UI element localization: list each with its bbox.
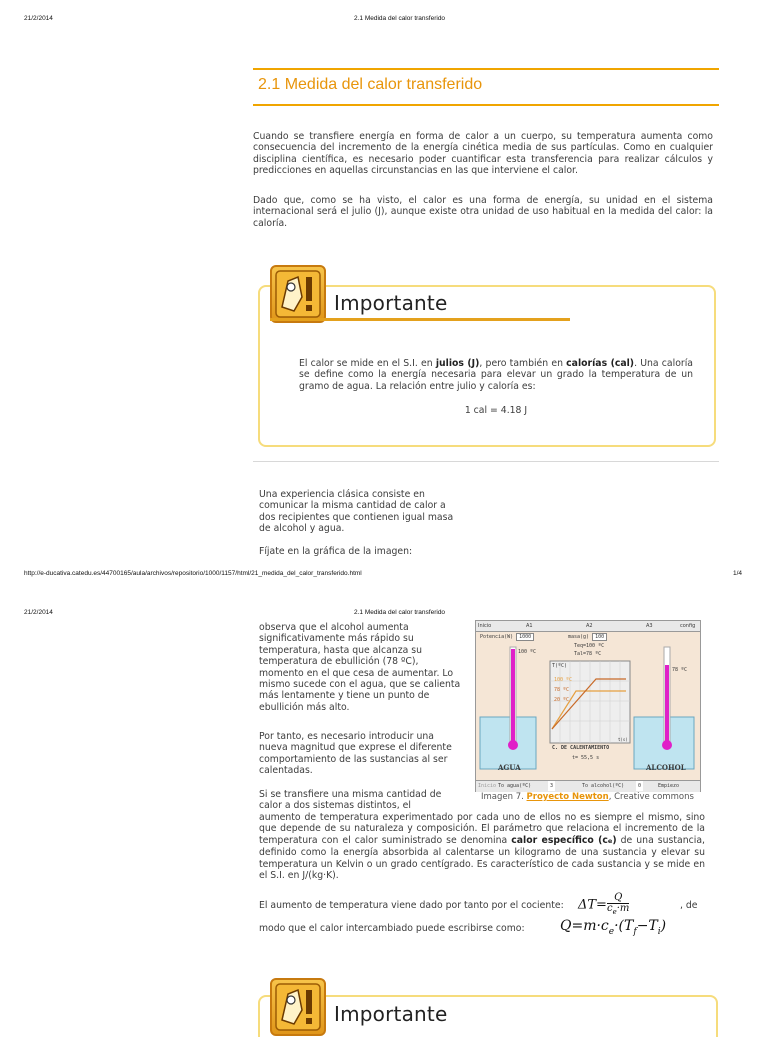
paragraph-unit: Dado que, como se ha visto, el calor es una forma de energía, su unidad en el sistema internacional será el julio (J), aunque existe otra unidad de uso habitual en la medida del calor: la caloría.: [253, 195, 713, 229]
sim-label-alcohol: ALCOHOL: [646, 763, 686, 772]
paragraph-increment: El aumento de temperatura viene dado por tanto por el cociente:: [259, 900, 564, 911]
sim-tab-a3[interactable]: A3: [646, 623, 653, 629]
sim-bottom-empiezo[interactable]: Empiezo: [658, 783, 680, 789]
text-part: aumento de temperatura experimentado por cada uno de ellos no es siempre el mismo, sino que depende de su naturaleza y composición. El parámetro que relaciona el incremento de la temperatura con el calor suministrado se denomina: [259, 812, 705, 846]
sim-time-readout: t= 55,5 s: [572, 755, 600, 761]
text-part: El calor se mide en el S.I. en: [299, 358, 436, 369]
bold-subscript: e: [607, 836, 613, 845]
sim-label-agua: AGUA: [498, 763, 521, 772]
bold-close: ): [612, 834, 617, 846]
header-date-2: 21/2/2014: [24, 609, 53, 616]
text-part: de una sustancia, definido como la energía absorbida al calentarse un kilogramo de una sustancia y elevar su temperatura un Kelvin o un grado centígrado. Es característico de cada sustancia y se mide en el S.I. en J/(kg·K).: [259, 834, 705, 882]
paragraph-observe: observa que el alcohol aumenta significativamente más rápido su temperatura, hasta que alcanza su temperatura de ebullición (78 ºC), momento en el que cesa de aumentar. Lo mismo sucede con el agua, que se calienta más lentamente y tiene un punto de ebullición más alto.: [259, 622, 461, 713]
sim-label-20: 20 ºC: [554, 697, 570, 703]
sim-t-agua-input[interactable]: 3: [550, 783, 554, 789]
sim-t-alc-label: To alcohol(ºC): [582, 783, 625, 789]
simulation-image: [475, 620, 701, 792]
bold-calor-especifico: calor específico (c: [511, 834, 608, 846]
equation-cal-j: 1 cal = 4.18 J: [464, 405, 528, 416]
header-date: 21/2/2014: [24, 15, 53, 22]
text-part: . Una caloría se define como la energía necesaria para elevar un grado la temperatura de un gramo de agua. La relación entre julio y caloría es:: [299, 358, 693, 392]
sim-graph-title: C. DE CALENTAMIENTO: [552, 745, 610, 751]
sim-tab-a2[interactable]: A2: [586, 623, 593, 629]
header-page-title-2: 2.1 Medida del calor transferido: [354, 609, 446, 616]
paragraph-experiment: Una experiencia clásica consiste en comunicar la misma cantidad de calor a dos recipientes que contienen igual masa de alcohol y agua.: [259, 489, 454, 535]
paragraph-heat-formula: modo que el calor intercambiado puede escribirse como:: [259, 923, 525, 934]
formula-delta-t: ΔT= $\frac{Q}{c_e\cdot m}$: [578, 892, 630, 916]
sim-axis-t: T(ºC): [552, 663, 568, 669]
sim-tab-config[interactable]: config: [680, 623, 696, 629]
paragraph-specific-heat-b: [259, 812, 705, 881]
page-title: 2.1 Medida del calor transferido: [258, 76, 483, 93]
paragraph-specific-heat-a: Si se transfiere una misma cantidad de calor a dos sistemas distintos, el: [259, 789, 442, 812]
sim-potencia-input[interactable]: 1000: [516, 633, 534, 641]
divider: [253, 461, 719, 462]
caption-prefix: Imagen 7.: [481, 792, 527, 802]
sim-axis-time: t(s): [618, 737, 628, 742]
importante-text: [299, 358, 693, 392]
footer-url[interactable]: http://e-ducativa.catedu.es/44700165/aula/archivos/repositorio/1000/1157/html/21_medida_del_calor_transferido.html: [24, 570, 362, 577]
sim-tab-a1[interactable]: A1: [526, 623, 533, 629]
paragraph-magnitude: Por tanto, es necesario introducir una nueva magnitud que exprese el diferente comportamiento de las sustancias al ser calentadas.: [259, 731, 452, 777]
warning-character-icon-2: [270, 978, 326, 1036]
footer-page: 1/4: [733, 570, 743, 577]
sim-teb-agua: Teq=100 ºC: [574, 643, 605, 649]
sim-t-agua-label: To agua(ºC): [498, 783, 532, 789]
sim-label-78: 78 ºC: [554, 687, 570, 693]
sim-teb-alc: Tal=78 ºC: [574, 651, 602, 657]
sim-potencia-label: Potencia(W): [480, 634, 514, 640]
text-part: , pero también en: [479, 358, 567, 369]
formula-q: $Q=m\cdot c_e\cdot(T_f-T_i)$: [560, 918, 667, 937]
caption-link[interactable]: Proyecto Newton: [526, 792, 609, 802]
sim-temp-left: 100 ºC: [518, 649, 537, 655]
sim-temp-right: 78 ºC: [672, 667, 688, 673]
sim-bottom-inicio[interactable]: Inicio: [478, 783, 497, 789]
sim-tab-inicio[interactable]: Inicio: [478, 623, 492, 629]
importante-underline: [270, 318, 570, 321]
sim-bottom-bar: [476, 780, 700, 792]
paragraph-intro: Cuando se transfiere energía en forma de calor a un cuerpo, su temperatura aumenta como consecuencia del incremento de la energía cinética media de sus partículas. Como en cualquier disciplina científica, es necesario poder cuantificar esta transferencia para realizar cálculos y predicciones en aquellas circunstancias en las que interviene el calor.: [253, 131, 713, 177]
image-caption: [481, 792, 694, 802]
header-page-title: 2.1 Medida del calor transferido: [354, 15, 446, 22]
bold-calorias: calorías (cal): [566, 358, 635, 369]
caption-suffix: , Creative commons: [608, 792, 694, 802]
text-de: , de: [680, 900, 698, 911]
sim-masa-input[interactable]: 100: [592, 633, 607, 641]
importante-title-2: Importante: [334, 1002, 448, 1026]
sim-label-100: 100 ºC: [554, 677, 573, 683]
sim-t-alc-input[interactable]: 0: [638, 783, 642, 789]
warning-character-icon: [270, 265, 326, 323]
bold-julios: julios (J): [435, 358, 480, 369]
sim-masa-label: masa(g): [568, 634, 590, 640]
importante-title: Importante: [334, 291, 448, 315]
paragraph-look: Fíjate en la gráfica de la imagen:: [259, 546, 413, 557]
importante-frame-2: [258, 995, 718, 1037]
